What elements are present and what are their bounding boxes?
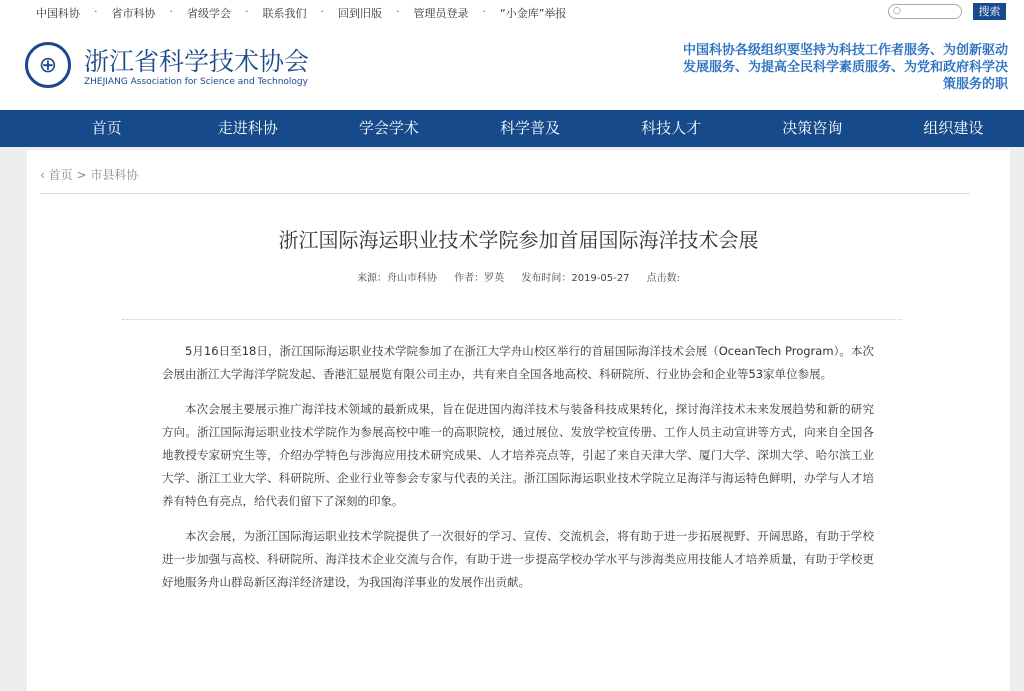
top-link-cast[interactable]: 中国科协 [36,7,80,20]
article-title: 浙江国际海运职业技术学院参加首届国际海洋技术会展 [278,228,759,252]
top-link-admin-login[interactable]: 管理员登录 [413,7,469,20]
top-link-societies[interactable]: 省级学会 [187,7,231,20]
main-nav [0,110,1024,147]
logo-icon[interactable]: ⊕ [25,42,71,88]
nav-academic[interactable]: 学会学术 [358,119,419,137]
breadcrumb-separator: > [76,168,87,182]
top-link-old-version[interactable]: 回到旧版 [338,7,382,20]
top-link-report[interactable]: “小金库”举报 [500,7,567,20]
paragraph: 5月16日至18日，浙江国际海运职业技术学院参加了在浙江大学舟山校区举行的首届国际海洋技术会展（OceanTech Program）。本次会展由浙江大学海洋学院发起、香港汇显展览有限公司主办，共有来自全国各地高校、科研院所、行业协会和企业等53家单位参展。 [162,344,874,381]
nav-popular-science[interactable]: 科学普及 [499,119,560,137]
site-title[interactable]: 浙江省科学技术协会 [84,47,310,76]
divider [122,319,902,320]
nav-talent[interactable]: 科技人才 [641,119,702,137]
top-links: 中国科协 · 省市科协 · 省级学会 · 联系我们 · 回到旧版 · 管理员登录 · “小金库”举报 [36,5,567,20]
site-subtitle: ZHEJIANG Association for Science and Technology [84,77,308,87]
top-link-contact[interactable]: 联系我们 [262,7,307,20]
breadcrumb [40,166,970,194]
content-panel [27,150,1010,691]
back-chevron-icon[interactable]: ‹ [40,168,45,182]
nav-organization[interactable]: 组织建设 [923,119,984,137]
nav-about[interactable]: 走进科协 [217,119,278,137]
article-author: 作者：罗英 [454,273,505,284]
article-meta [27,269,1010,284]
paragraph: 本次会展，为浙江国际海运职业技术学院提供了一次很好的学习、宣传、交流机会，将有助于进一步拓展视野、开阔思路，有助于学校进一步加强与高校、科研院所、海洋技术企业交流与合作，有助于进一步提高学校办学水平与涉海类应用技能人才培养质量，有助于学校更好地服务舟山群岛新区海洋经济建设，为我国海洋事业的发展作出贡献。 [162,529,874,589]
article-date: 发布时间：2019-05-27 [521,273,630,284]
nav-consulting[interactable]: 决策咨询 [782,119,843,137]
nav-home[interactable]: 首页 [91,119,122,137]
search-button[interactable]: 搜索 [973,3,1006,20]
slogan: 中国科协各级组织要坚持为科技工作者服务、为创新驱动发展服务、为提高全民科学素质服务、为党和政府科学决策服务的职 [682,43,1008,92]
top-link-provincial[interactable]: 省市科协 [111,7,156,20]
search-input[interactable] [888,4,962,19]
breadcrumb-home[interactable]: 首页 [48,168,73,182]
site-header [0,24,1024,110]
article-body [162,340,874,606]
article-views: 点击数: [646,273,681,284]
breadcrumb-current[interactable]: 市县科协 [90,168,139,182]
paragraph: 本次会展主要展示推广海洋技术领域的最新成果，旨在促进国内海洋技术与装备科技成果转化，探讨海洋技术未来发展趋势和新的研究方向。浙江国际海运职业技术学院作为参展高校中唯一的高职院校，通过展位、发放学校宣传册、工作人员主动宣讲等方式，向来自全国各地教授专家研究生等，介绍办学特色与涉海应用技术研究成果、人才培养亮点等，引起了来自天津大学、厦门大学、深圳大学、哈尔滨工业大学、浙江工业大学、科研院所、企业行业等参会专家与代表的关注。浙江国际海运职业技术学院立足海洋与海运特色鲜明，办学与人才培养有特色有亮点，给代表们留下了深刻的印象。 [162,402,874,508]
top-bar [0,0,1024,24]
search-icon: ○ [893,6,901,16]
article-source: 来源：舟山市科协 [356,273,437,284]
